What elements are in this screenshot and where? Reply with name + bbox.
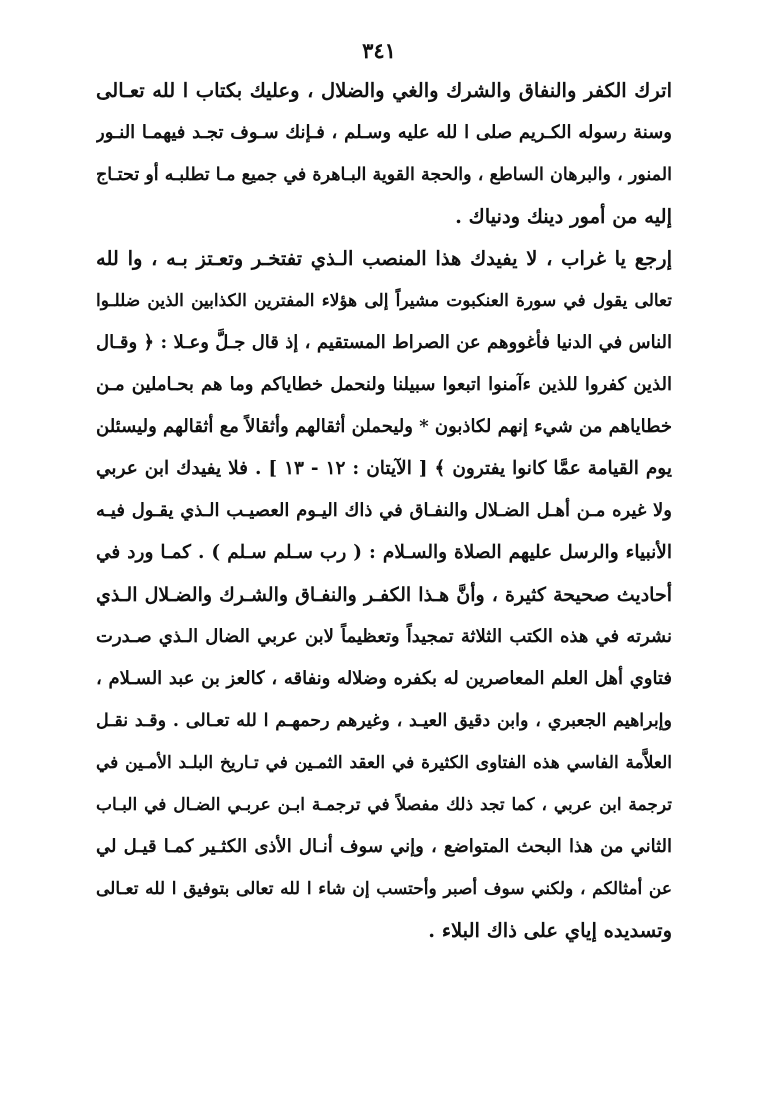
text-line: تعالى يقول في سورة العنكبوت مشيراً إلى هؤلاء المفترين الكذابين الذين ضللـوا (96, 291, 672, 311)
text-line: وإبراهيم الجعبري ، وابن دقيق العيـد ، وغيرهم رحمهـم ا لله تعـالى . وقـد نقـل (96, 711, 672, 731)
text-line: ترجمة ابن عربي ، كما تجد ذلك مفصلاً في ترجمـة ابـن عربـي الضـال في البـاب (96, 795, 672, 815)
text-line: اترك الكفر والنفاق والشرك والغي والضلال ، وعليك بكتاب ا لله تعـالى (96, 79, 672, 102)
text-line: المنور ، والبرهان الساطع ، والحجة القوية البـاهرة في جميع مـا تطلبـه أو تحتـاج (96, 165, 672, 185)
text-line: العلاَّمة الفاسي هذه الفتاوى الكثيرة في العقد الثمـين في تـاريخ البلـد الأمـين في (96, 753, 672, 773)
text-line: خطاياهم من شيء إنهم لكاذبون * وليحملن أثقالهم وأثقالاً مع أثقالهم وليسئلن (96, 416, 672, 437)
text-line: وتسديده إياي على ذاك البلاء . (428, 919, 672, 942)
text-line: الثاني من هذا البحث المتواضع ، وإني سوف أنـال الأذى الكثـير كمـا قيـل لي (96, 836, 672, 857)
text-line: الناس في الدنيا فأغووهم عن الصراط المستقيم ، إذ قال جـلَّ وعـلا : ﴿ وقـال (96, 332, 672, 353)
text-line: الأنبياء والرسل عليهم الصلاة والسـلام : ( رب سـلم سـلم ) . كمـا ورد في (96, 542, 672, 563)
text-line: فتاوي أهل العلم المعاصرين له بكفره وضلاله ونفاقه ، كالعز بن عبد السـلام ، (96, 668, 672, 689)
text-line: الذين كفروا للذين ءآمنوا اتبعوا سبيلنا ولنحمل خطاياكم وما هم بحـاملين مـن (96, 374, 672, 395)
text-line: وسنة رسوله الكـريم صلى ا لله عليه وسـلم ، فـإنك سـوف تجـد فيهمـا النـور (96, 122, 672, 143)
page-number: ٣٤١ (362, 38, 396, 63)
text-line: عن أمثالكم ، ولكني سوف أصبر وأحتسب إن شاء ا لله تعالى بتوفيق ا لله تعـالى (96, 879, 672, 899)
text-line: إرجع يا غراب ، لا يفيدك هذا المنصب الـذي تفتخـر وتعـتز بـه ، وا لله (96, 247, 672, 270)
text-line: إليه من أمور دينك ودنياك . (455, 205, 672, 228)
text-line: أحاديث صحيحة كثيرة ، وأنَّ هـذا الكفـر والنفـاق والشـرك والضـلال الـذي (96, 584, 672, 606)
text-line: ولا غيره مـن أهـل الضـلال والنفـاق في ذاك اليـوم العصيـب الـذي يقـول فيـه (96, 500, 672, 521)
text-line: يوم القيامة عمَّا كانوا يفترون ﴾ [ الآيتان : ١٢ - ١٣ ] . فلا يفيدك ابن عربي (96, 458, 672, 479)
body-text (96, 70, 672, 952)
text-line: نشرته في هذه الكتب الثلاثة تمجيداً وتعظيماً لابن عربي الضال الـذي صـدرت (96, 626, 672, 647)
